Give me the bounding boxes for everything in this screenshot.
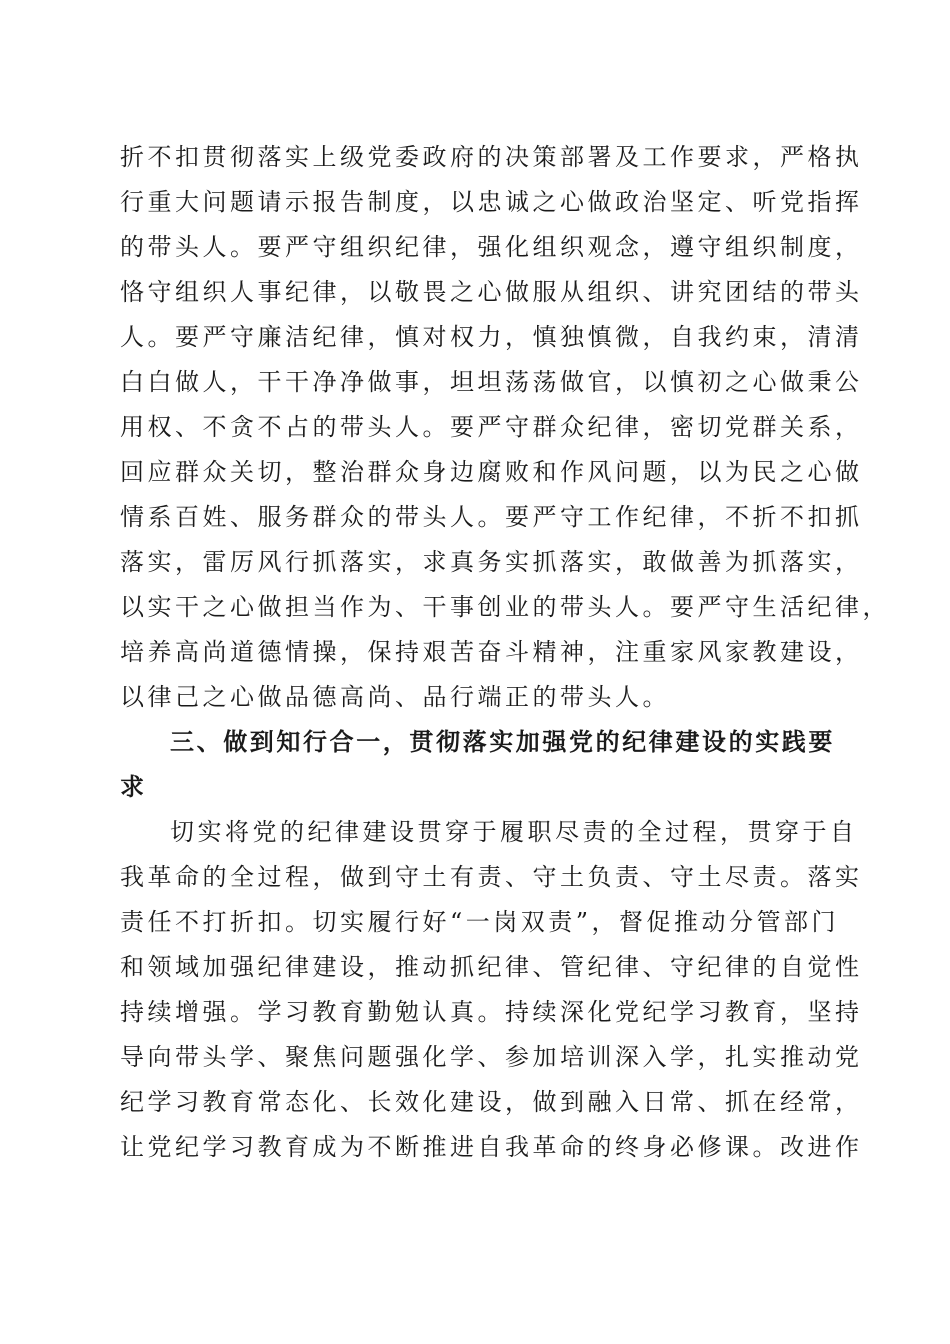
paragraph-line: 人。要严守廉洁纪律，慎对权力，慎独慎微，自我约束，清清: [120, 323, 863, 351]
paragraph-line: 回应群众关切，整治群众身边腐败和作风问题，以为民之心做: [120, 458, 863, 486]
paragraph-line: 培养高尚道德情操，保持艰苦奋斗精神，注重家风家教建设，: [120, 638, 863, 666]
paragraph-line: 纪学习教育常态化、长效化建设，做到融入日常、抓在经常，: [120, 1088, 863, 1116]
paragraph-line: 用权、不贪不占的带头人。要严守群众纪律，密切党群关系，: [120, 413, 863, 441]
paragraph-discipline-requirements: [120, 135, 890, 720]
paragraph-line: 行重大问题请示报告制度，以忠诚之心做政治坚定、听党指挥: [120, 188, 863, 216]
heading-line: 三、做到知行合一，贯彻落实加强党的纪律建设的实践要: [170, 728, 835, 756]
paragraph-line: 切实将党的纪律建设贯穿于履职尽责的全过程，贯穿于自: [170, 818, 858, 846]
paragraph-line: 让党纪学习教育成为不断推进自我革命的终身必修课。改进作: [120, 1133, 863, 1161]
paragraph-line: 我革命的全过程，做到守土有责、守土负责、守土尽责。落实: [120, 863, 863, 891]
paragraph-practice-requirements: [120, 810, 863, 1170]
heading-line: 求: [120, 773, 147, 801]
paragraph-line: 持续增强。学习教育勤勉认真。持续深化党纪学习教育，坚持: [120, 998, 863, 1026]
paragraph-line: 情系百姓、服务群众的带头人。要严守工作纪律，不折不扣抓: [120, 503, 863, 531]
paragraph-line: 折不扣贯彻落实上级党委政府的决策部署及工作要求，严格执: [120, 143, 863, 171]
paragraph-line: 责任不打折扣。切实履行好“一岗双责”，督促推动分管部门: [120, 908, 840, 936]
paragraph-line: 恪守组织人事纪律，以敬畏之心做服从组织、讲究团结的带头: [120, 278, 863, 306]
section-heading-three: [120, 720, 840, 810]
paragraph-line: 以实干之心做担当作为、干事创业的带头人。要严守生活纪律，: [120, 593, 890, 621]
paragraph-line: 的带头人。要严守组织纪律，强化组织观念，遵守组织制度，: [120, 233, 863, 261]
paragraph-line: 白白做人，干干净净做事，坦坦荡荡做官，以慎初之心做秉公: [120, 368, 863, 396]
paragraph-line: 落实，雷厉风行抓落实，求真务实抓落实，敢做善为抓落实，: [120, 548, 863, 576]
paragraph-line: 导向带头学、聚焦问题强化学、参加培训深入学，扎实推动党: [120, 1043, 863, 1071]
paragraph-line: 以律己之心做品德高尚、品行端正的带头人。: [120, 683, 670, 711]
paragraph-line: 和领域加强纪律建设，推动抓纪律、管纪律、守纪律的自觉性: [120, 953, 863, 981]
